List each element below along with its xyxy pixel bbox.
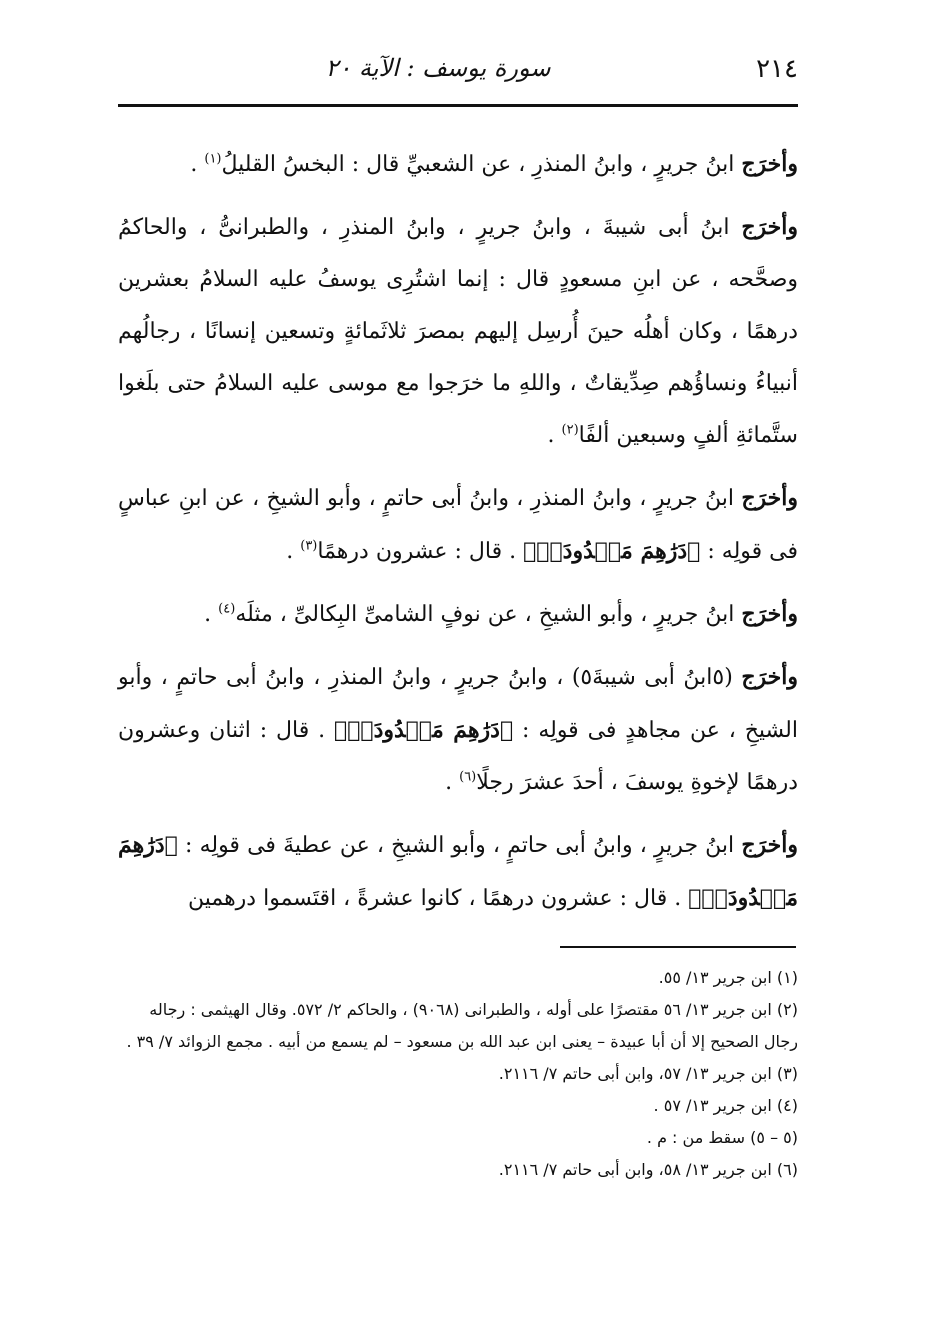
paragraph bbox=[118, 819, 798, 925]
paragraph-text: ابنُ جريرٍ ، وأبو الشيخِ ، عن نوفٍ الشامىِّ البِكالىِّ ، مثلَه bbox=[235, 602, 742, 627]
paragraph-lead: وأخرَج bbox=[741, 832, 798, 858]
main-text bbox=[118, 138, 798, 935]
paragraph bbox=[118, 588, 798, 641]
paragraph-lead: وأخرَج bbox=[741, 485, 798, 511]
footnote: (١) ابن جرير ١٣/ ٥٥. bbox=[658, 968, 798, 987]
footnotes bbox=[118, 962, 798, 1186]
quran-quote: ﴿دَرَٰهِمَ مَعۡدُودَةٖ﴾ bbox=[118, 832, 798, 911]
paragraph bbox=[118, 201, 798, 462]
paragraph-tail: . bbox=[445, 770, 460, 795]
quran-quote: ﴿دَرَٰهِمَ مَعۡدُودَةٖ﴾ bbox=[523, 538, 701, 564]
running-title: سورة يوسف : الآية ٢٠ bbox=[325, 54, 551, 82]
footnote-marker: (١) bbox=[204, 151, 222, 167]
footnote-marker: (٦) bbox=[459, 769, 477, 785]
paragraph bbox=[118, 651, 798, 809]
footnote-marker: (٤) bbox=[218, 601, 236, 617]
paragraph bbox=[118, 138, 798, 191]
footnote-marker: (٢) bbox=[561, 422, 579, 438]
footnote: (٤) ابن جرير ١٣/ ٥٧ . bbox=[653, 1096, 798, 1115]
quran-quote: ﴿دَرَٰهِمَ مَعۡدُودَةٖ﴾ bbox=[334, 717, 514, 743]
paragraph-lead: وأخرَج bbox=[741, 601, 798, 627]
footnote: (٣) ابن جرير ١٣/ ٥٧، وابن أبى حاتم ٧/ ٢١١٦. bbox=[498, 1064, 798, 1083]
footnote: (٢) ابن جرير ١٣/ ٥٦ مقتصرًا على أوله ، والطبرانى (٩٠٦٨) ، والحاكم ٢/ ٥٧٢. وقال الهيثمى : رجاله رجال الصحيح إلا أن أبا عبيدة – يعنى ابن عبد الله بن مسعود – لم يسمع من أبيه . مجمع الزوائد ٧/ ٣٩ . bbox=[126, 1000, 798, 1051]
paragraph-lead: وأخرَج bbox=[741, 151, 798, 177]
paragraph-text: ابنُ جريرٍ ، وابنُ أبى حاتمٍ ، وأبو الشيخِ ، عن عطيةَ فى قولِه : bbox=[177, 833, 742, 858]
page-header bbox=[118, 50, 798, 98]
page-number: ٢١٤ bbox=[756, 54, 798, 84]
paragraph-tail: . bbox=[204, 602, 219, 627]
paragraph-tail: . bbox=[286, 539, 301, 564]
paragraph-lead: وأخرَج bbox=[741, 664, 799, 690]
paragraph-text: . قال : عشرون درهمًا bbox=[317, 539, 524, 564]
paragraph-text: . قال : عشرون درهمًا ، كانوا عشرةً ، اقتَسموا درهمين bbox=[187, 886, 689, 911]
paragraph-text: ابنُ أبى شيبةَ ، وابنُ جريرٍ ، وابنُ المنذرِ ، والطبرانىُّ ، والحاكمُ وصحَّحه ، عن ابنِ مسعودٍ قال : إنما اشتُرِى يوسفُ عليه السلامُ بعشرين درهمًا ، وكان أهلُه حينَ أُرسِل إليهم بمصرَ ثلاثَمائةٍ وتسعين إنسانًا ، رجالُهم أنبياءُ ونساؤُهم صِدِّيقاتٌ ، واللهِ ما خرَجوا مع موسى عليه السلامُ حتى بلَغوا ستَّمائةِ ألفٍ وسبعين ألفًا bbox=[118, 215, 798, 448]
footnote: (٦) ابن جرير ١٣/ ٥٨، وابن أبى حاتم ٧/ ٢١١٦. bbox=[498, 1160, 798, 1179]
paragraph bbox=[118, 472, 798, 578]
paragraph-text: (٥ابنُ أبى شيبةَ٥) ، وابنُ جريرٍ ، وابنُ المنذرِ ، وابنُ أبى حاتمٍ ، وأبو الشيخِ ، عن مجاهدٍ فى قولِه : bbox=[118, 665, 798, 743]
footnote-marker: (٣) bbox=[300, 538, 318, 554]
paragraph-tail: . bbox=[190, 152, 205, 177]
footnote: (٥ – ٥) سقط من : م . bbox=[646, 1128, 798, 1147]
header-rule bbox=[118, 104, 798, 107]
paragraph-text: . قال : اثنان وعشرون درهمًا لإخوةِ يوسفَ ، أحدَ عشرَ رجلًا bbox=[118, 718, 798, 795]
paragraph-tail: . bbox=[547, 423, 562, 448]
paragraph-text: ابنُ جريرٍ ، وابنُ المنذرِ ، وابنُ أبى حاتمٍ ، وأبو الشيخِ ، عن ابنِ عباسٍ فى قولِه : bbox=[118, 486, 798, 564]
footnote-rule bbox=[560, 946, 796, 948]
paragraph-text: ابنُ جريرٍ ، وابنُ المنذرِ ، عن الشعبيِّ قال : البخسُ القليلُ bbox=[221, 152, 742, 177]
paragraph-lead: وأخرَج bbox=[741, 214, 798, 240]
